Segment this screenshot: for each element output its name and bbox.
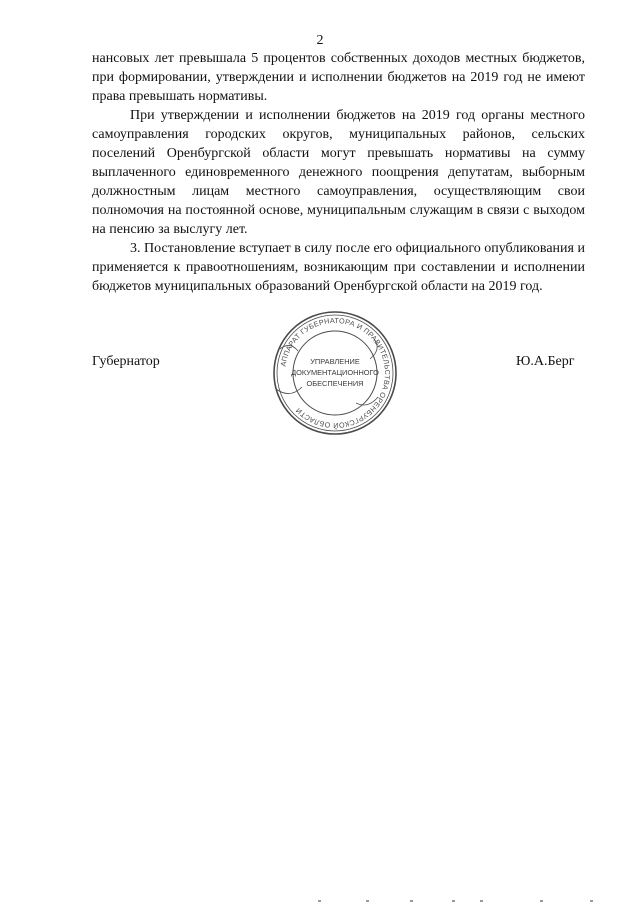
stamp-outer-text: АППАРАТ ГУБЕРНАТОРА И ПРАВИТЕЛЬСТВА ОРЕНБУРГСКОЙ ОБЛАСТИ xyxy=(278,315,393,431)
official-seal xyxy=(266,309,404,437)
signatory-name: Ю.А.Берг xyxy=(516,354,575,369)
document-body xyxy=(92,49,585,296)
paragraph-effective-date: 3. Постановление вступает в силу после его официального опубликования и применяется к правоотношениям, возникающим при составлении и исполнении бюджетов муниципальных образований Оренбургской области на 2019 год. xyxy=(92,241,585,294)
signatory-title: Губернатор xyxy=(92,354,160,369)
stamp-line-1: УПРАВЛЕНИЕ xyxy=(310,357,360,366)
signature-block xyxy=(0,309,640,439)
paragraph-continuation: нансовых лет превышала 5 процентов собственных доходов местных бюджетов, при формировании, утверждении и исполнении бюджетов на 2019 год не имеют права превышать нормативы. xyxy=(92,51,585,104)
scan-artifacts xyxy=(0,893,640,905)
page-number: 2 xyxy=(316,33,324,48)
stamp-line-2: ДОКУМЕНТАЦИОННОГО xyxy=(291,368,379,377)
paragraph-budget-norms: При утверждении и исполнении бюджетов на 2019 год органы местного самоуправления городских округов, муниципальных районов, сельских поселений Оренбургской области могут превышать нормативы на сумму выплаченного единовременного денежного поощрения депутатам, выборным должностным лицам местного самоуправления, осуществляющим свои полномочия на постоянной основе, муниципальным служащим в связи с выходом на пенсию за выслугу лет. xyxy=(92,108,585,237)
stamp-line-3: ОБЕСПЕЧЕНИЯ xyxy=(306,379,364,388)
